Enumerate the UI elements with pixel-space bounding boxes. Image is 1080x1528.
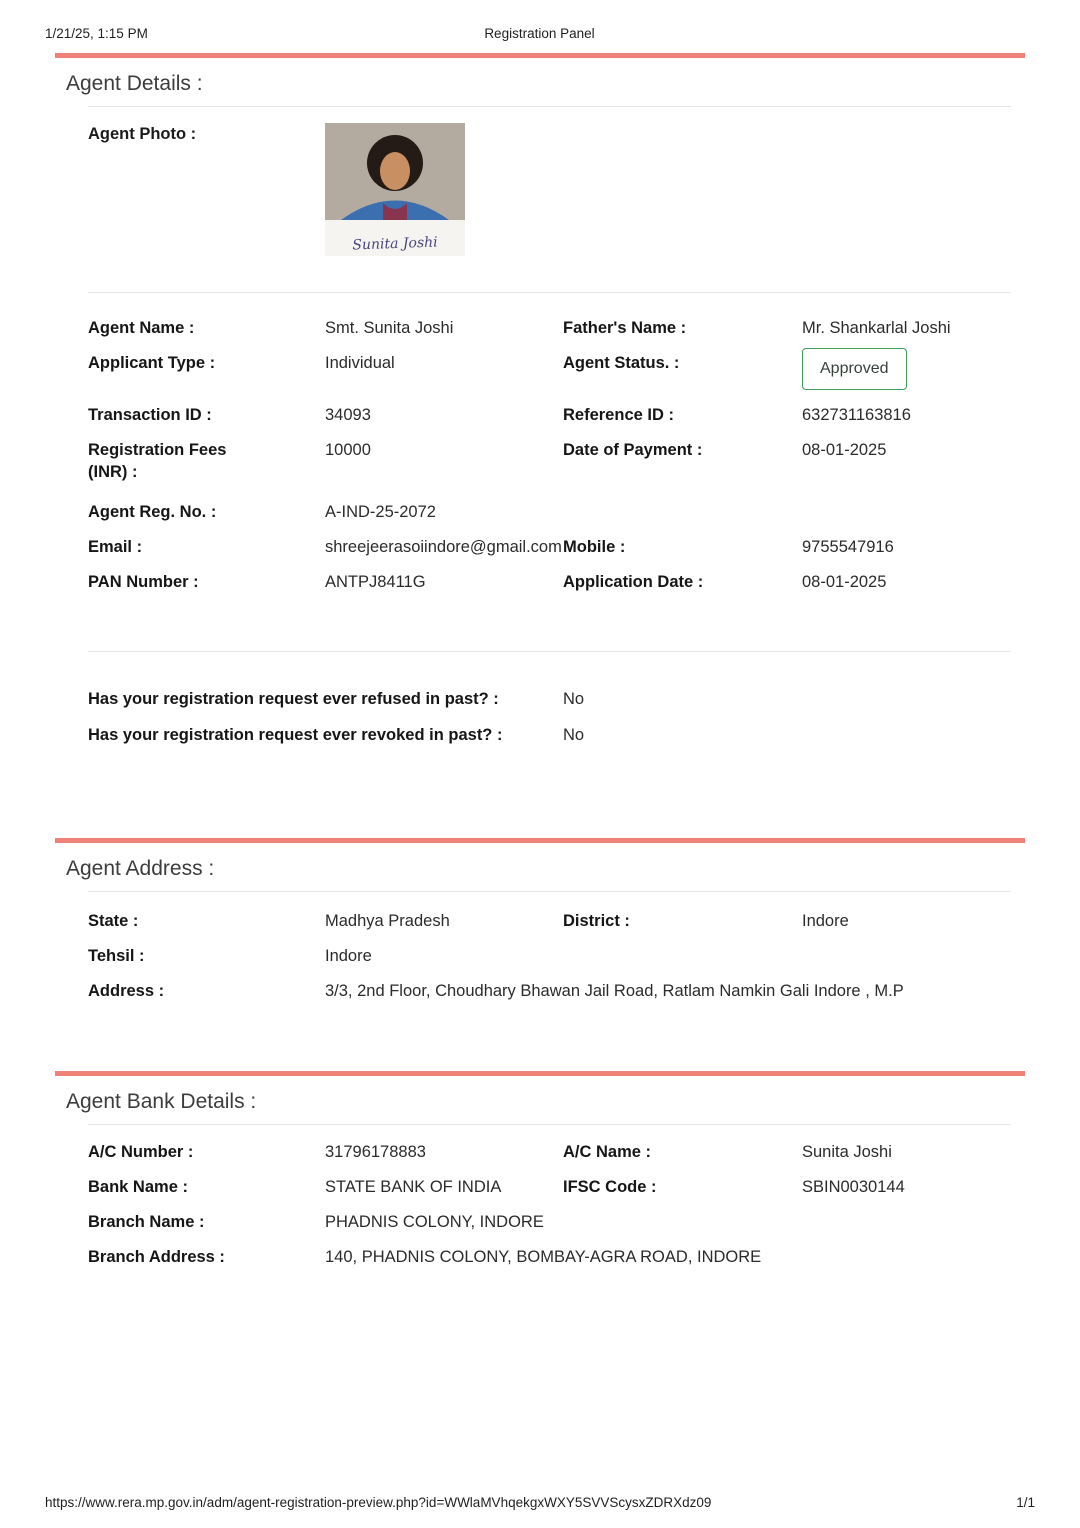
district-value: Indore [802, 912, 849, 930]
email-value: shreejeerasoiindore@gmail.com [325, 538, 562, 556]
application-date-label: Application Date : [563, 573, 704, 591]
footer-url: https://www.rera.mp.gov.in/adm/agent-registration-preview.php?id=WWlaMVhqekgxWXY5SVVScysxZDRXdz09 [45, 1495, 712, 1510]
section-agent-bank-details [55, 1071, 1025, 1311]
bank-name-value: STATE BANK OF INDIA [325, 1178, 502, 1196]
agent-reg-no-value: A-IND-25-2072 [325, 503, 436, 521]
state-value: Madhya Pradesh [325, 912, 450, 930]
branch-address-label: Branch Address : [88, 1248, 225, 1266]
tehsil-label: Tehsil : [88, 947, 145, 965]
print-footer [45, 1495, 1035, 1510]
revoked-question-label: Has your registration request ever revoked in past? : [88, 726, 503, 744]
field-row [88, 439, 992, 483]
field-row [88, 910, 992, 932]
ac-number-value: 31796178883 [325, 1143, 426, 1161]
district-label: District : [563, 912, 630, 930]
agent-name-value: Smt. Sunita Joshi [325, 319, 454, 337]
status-badge: Approved [802, 348, 907, 390]
question-row [88, 724, 992, 746]
date-of-payment-label: Date of Payment : [563, 441, 703, 459]
field-row [88, 571, 992, 593]
ac-name-label: A/C Name : [563, 1143, 652, 1161]
registration-fees-label: Registration Fees (INR) : [88, 441, 227, 481]
agent-name-label: Agent Name : [88, 319, 195, 337]
father-name-value: Mr. Shankarlal Joshi [802, 319, 951, 337]
agent-status-label: Agent Status. : [563, 354, 680, 372]
field-row [88, 404, 992, 426]
agent-address-heading: Agent Address : [66, 857, 215, 880]
reference-id-label: Reference ID : [563, 406, 674, 424]
transaction-id-value: 34093 [325, 406, 371, 424]
tehsil-value: Indore [325, 947, 372, 965]
state-label: State : [88, 912, 139, 930]
field-row [88, 317, 992, 339]
transaction-id-label: Transaction ID : [88, 406, 212, 424]
field-row [88, 501, 992, 523]
print-title: Registration Panel [484, 26, 595, 41]
agent-photo-label: Agent Photo : [88, 125, 197, 143]
address-value: 3/3, 2nd Floor, Choudhary Bhawan Jail Road, Ratlam Namkin Gali Indore , M.P [325, 982, 904, 1000]
agent-bank-fields [55, 1125, 1025, 1311]
ac-name-value: Sunita Joshi [802, 1143, 892, 1161]
field-row [88, 1211, 992, 1233]
pan-number-label: PAN Number : [88, 573, 199, 591]
agent-details-heading: Agent Details : [66, 72, 203, 95]
pan-number-value: ANTPJ8411G [325, 573, 426, 591]
mobile-label: Mobile : [563, 538, 626, 556]
applicant-type-label: Applicant Type : [88, 354, 216, 372]
ifsc-code-value: SBIN0030144 [802, 1178, 905, 1196]
refused-question-label: Has your registration request ever refused in past? : [88, 690, 499, 708]
refused-question-value: No [563, 690, 585, 708]
applicant-type-value: Individual [325, 354, 395, 372]
agent-signature: Sunita Joshi [352, 234, 438, 254]
field-row [88, 945, 992, 967]
branch-address-value: 140, PHADNIS COLONY, BOMBAY-AGRA ROAD, INDORE [325, 1248, 762, 1266]
mobile-value: 9755547916 [802, 538, 894, 556]
registration-fees-value: 10000 [325, 441, 371, 459]
field-row [88, 1141, 992, 1163]
branch-name-value: PHADNIS COLONY, INDORE [325, 1213, 544, 1231]
page-indicator: 1/1 [1016, 1495, 1035, 1510]
application-date-value: 08-01-2025 [802, 573, 887, 591]
print-datetime: 1/21/25, 1:15 PM [45, 26, 148, 41]
field-row [88, 536, 992, 558]
agent-bank-details-heading: Agent Bank Details : [66, 1090, 257, 1113]
agent-details-fields [55, 293, 1025, 651]
registration-questions [55, 652, 1025, 832]
field-row [88, 1176, 992, 1198]
question-row [88, 688, 992, 710]
field-row [88, 980, 992, 1002]
print-header [0, 0, 1080, 47]
ac-number-label: A/C Number : [88, 1143, 194, 1161]
agent-photo [325, 123, 465, 256]
section-agent-address [55, 838, 1025, 1065]
date-of-payment-value: 08-01-2025 [802, 441, 887, 459]
father-name-label: Father's Name : [563, 319, 687, 337]
section-agent-details [55, 53, 1025, 832]
agent-photo-block [55, 107, 1025, 292]
revoked-question-value: No [563, 726, 585, 744]
ifsc-code-label: IFSC Code : [563, 1178, 657, 1196]
bank-name-label: Bank Name : [88, 1178, 188, 1196]
agent-address-fields [55, 892, 1025, 1065]
reference-id-value: 632731163816 [802, 406, 911, 424]
agent-reg-no-label: Agent Reg. No. : [88, 503, 217, 521]
field-row [88, 352, 992, 390]
email-label: Email : [88, 538, 143, 556]
address-label: Address : [88, 982, 165, 1000]
branch-name-label: Branch Name : [88, 1213, 205, 1231]
field-row [88, 1246, 992, 1268]
